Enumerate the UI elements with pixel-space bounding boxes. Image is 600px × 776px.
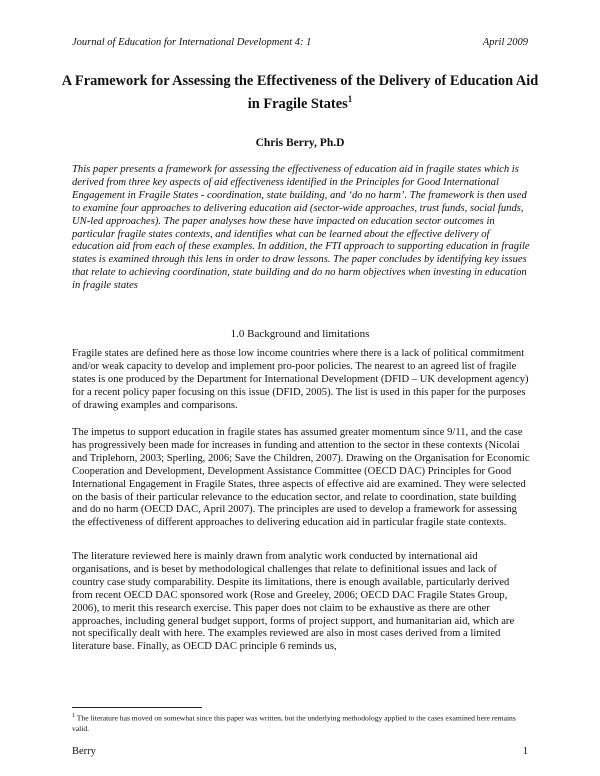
abstract: This paper presents a framework for assessing the effectiveness of education aid in fragile states which is derived from three key aspects of aid effectiveness identified in the Principles for Good International Engagement in Fragile States - coordination, state building, and ‘do no harm’. The framework is then used to examine four approaches to delivering education aid (sector-wide approaches, trust funds, social funds, UN-led approaches). The paper analyses how these have impacted on education sector outcomes in particular fragile states contexts, and identifies what can be learned about the effective delivery of education aid from each of these examples. In addition, the FTI approach to supporting education in fragile states is examined through this lens in order to draw lessons. The paper concludes by identifying key issues that relate to achieving coordination, state building and do no harm objectives when investing in education in fragile states bbox=[72, 164, 530, 292]
body-paragraph-2: The impetus to support education in fragile states has assumed greater momentum since 9/11, and the case has progressively been made for increases in funding and attention to the sector in these contexts (Nicolai and Triplehorn, 2003; Sperling, 2006; Save the Children, 2007). Drawing on the Organisation for Economic Cooperation and Development, Development Assistance Committee (OECD DAC) Principles for Good International Engagement in Fragile States, three aspects of effective aid are examined. They were selected on the basis of their particular relevance to the education sector, and relate to coordination, state building and do no harm (OECD DAC, April 2007). The principles are used to develop a framework for assessing the effectiveness of different approaches to delivering education aid in particular fragile state contexts. bbox=[72, 427, 530, 529]
paper-title-text: A Framework for Assessing the Effectiveness of the Delivery of Education Aid in Fragile States bbox=[61, 73, 539, 112]
footer-author: Berry bbox=[72, 746, 96, 757]
title-footnote-mark[interactable]: 1 bbox=[347, 94, 353, 104]
journal-name: Journal of Education for International Development 4: 1 bbox=[72, 37, 312, 48]
section-heading: 1.0 Background and limitations bbox=[230, 328, 370, 340]
paper-title bbox=[60, 72, 540, 113]
page-number: 1 bbox=[522, 746, 528, 757]
footnote bbox=[72, 711, 528, 734]
running-header bbox=[72, 37, 528, 48]
issue-date: April 2009 bbox=[482, 37, 528, 48]
body-paragraph-3: The literature reviewed here is mainly drawn from analytic work conducted by international aid organisations, and is beset by methodological challenges that relate to definitional issues and lack of country case study comparability. Despite its limitations, there is enough available, particularly derived from recent OECD DAC sponsored work (Rose and Greeley, 2006; OECD DAC Fragile States Group, 2006), to merit this research exercise. This paper does not claim to be exhaustive as there are other approaches, including general budget support, forms of project support, and humanitarian aid, which are not specifically dealt with here. The examples reviewed are also in most cases derived from a limited literature base. Finally, as OECD DAC principle 6 reminds us, bbox=[72, 551, 515, 653]
footnote-divider bbox=[72, 707, 202, 708]
body-paragraph-1: Fragile states are defined here as those low income countries where there is a lack of political commitment and/or weak capacity to develop and implement pro-poor policies. The nearest to an agreed list of fragile states is one produced by the Department for International Development (DFID – UK development agency) for a recent policy paper focusing on this issue (DFID, 2005). The list is used in this paper for the purposes of drawing examples and comparisons. bbox=[72, 348, 529, 411]
footnote-text: The literature has moved on somewhat since this paper was written, but the underlying methodology applied to the cases examined here remains valid. bbox=[72, 713, 516, 733]
running-footer bbox=[72, 746, 528, 757]
author-name: Chris Berry, Ph.D bbox=[255, 137, 345, 149]
footnote-mark: 1 bbox=[72, 713, 75, 719]
